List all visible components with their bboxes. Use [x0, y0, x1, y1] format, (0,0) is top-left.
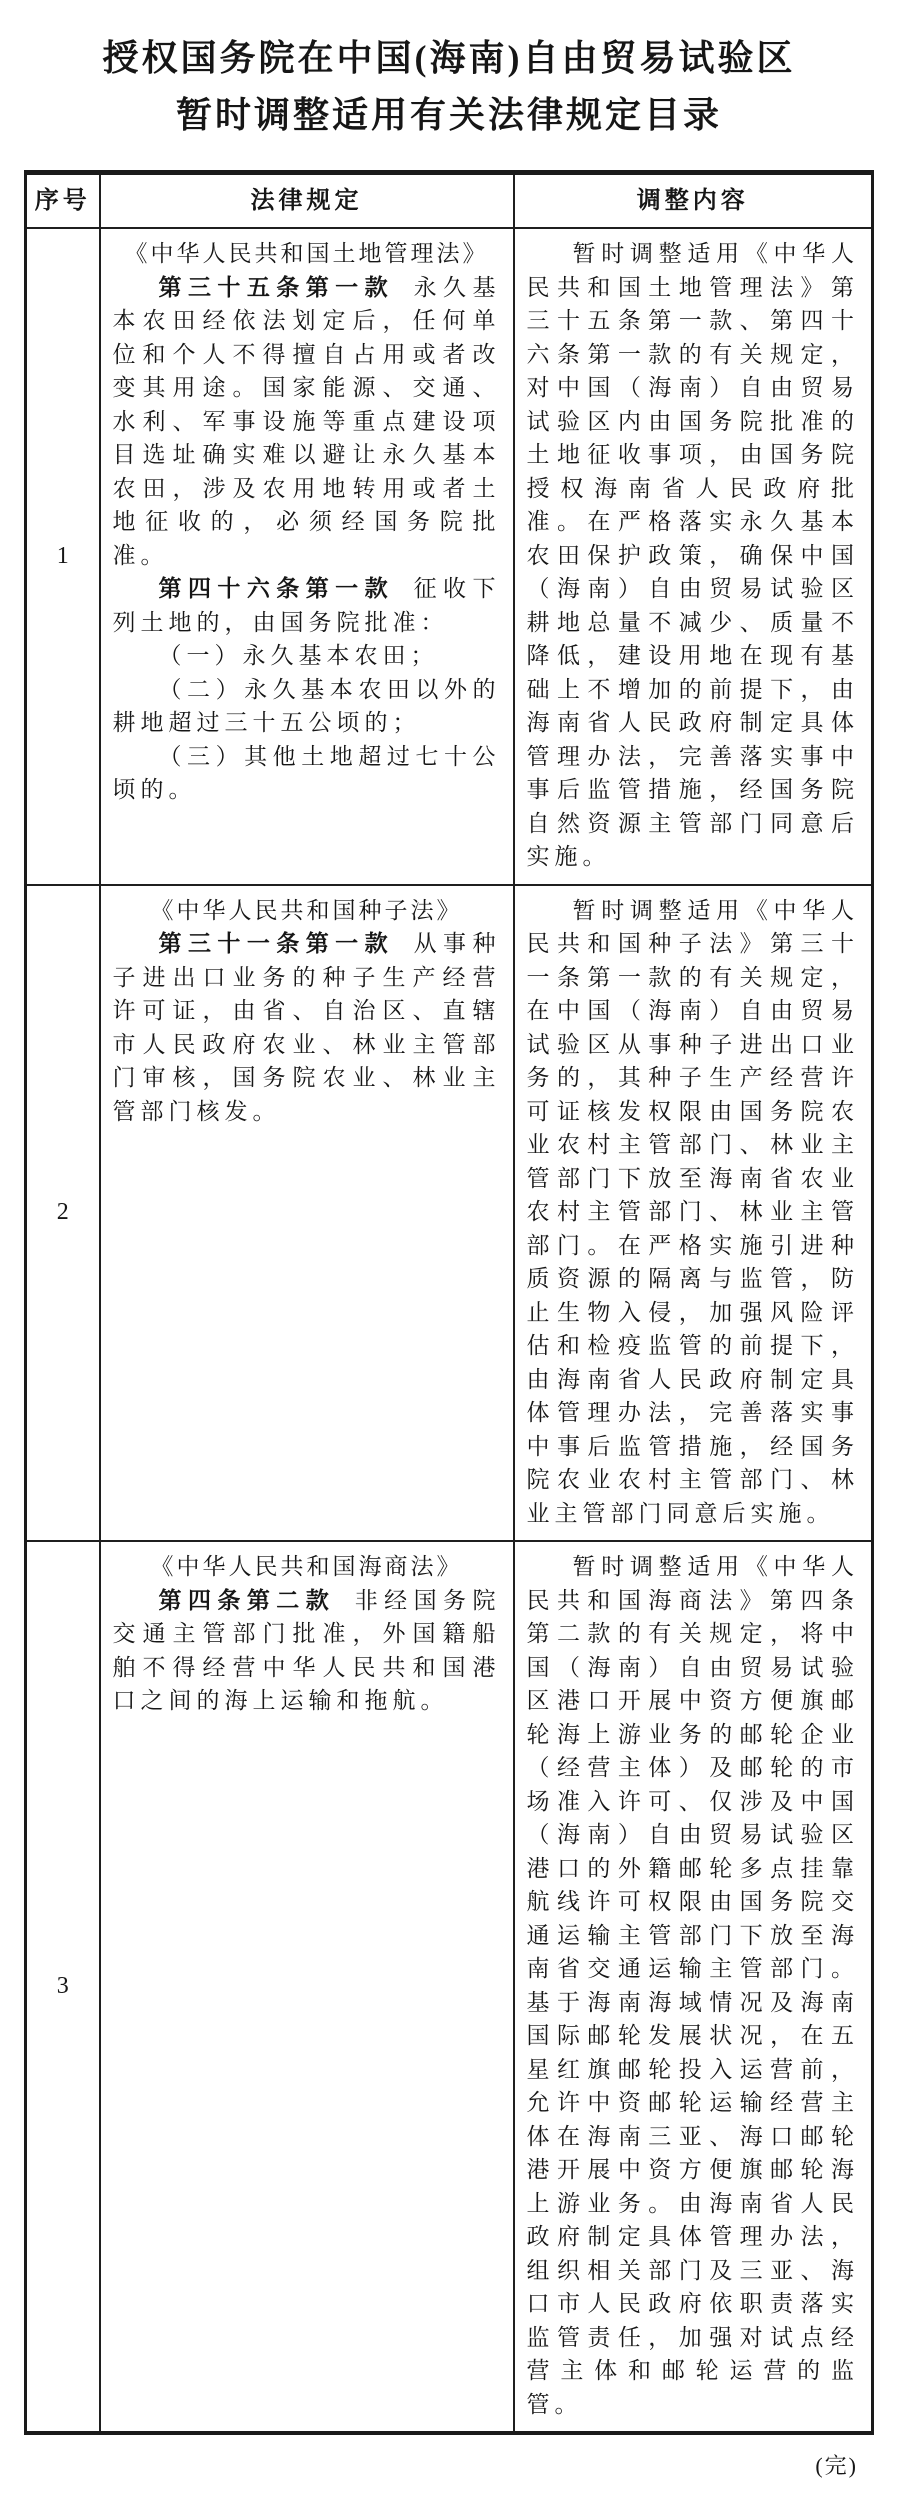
article-number: 第四条第二款	[158, 1587, 336, 1613]
article-number: 第四十六条第一款	[158, 576, 395, 601]
law-title	[113, 237, 501, 271]
row-number-cell: 1	[26, 228, 100, 885]
header-row	[26, 173, 873, 229]
adjustment-paragraph: 暂时调整适用《中华人民共和国土地管理法》第三十五条第一款、第四十六条第一款的有关规定，对中国（海南）自由贸易试验区内由国务院批准的土地征收事项，由国务院授权海南省人民政府批准。在严格落实永久基本农田保护政策，确保中国（海南）自由贸易试验区耕地总量不减少、质量不降低，建设用地在现有基础上不增加的前提下，由海南省人民政府制定具体管理办法，完善落实事中事后监管措施，经国务院自然资源主管部门同意后实施。	[526, 241, 859, 869]
law-paragraph	[113, 1584, 501, 1718]
law-cell	[100, 228, 514, 885]
adjustment-paragraph: 暂时调整适用《中华人民共和国种子法》第三十一条第一款的有关规定，在中国（海南）自由贸易试验区从事种子进出口业务的，其种子生产经营许可证核发权限由国务院农业农村主管部门、林业主管部门下放至海南省农业农村主管部门、林业主管部门。在严格实施引进种质资源的隔离与监管，防止生物入侵，加强风险评估和检疫监管的前提下，由海南省人民政府制定具体管理办法，完善落实事中事后监管措施，经国务院农业农村主管部门、林业主管部门同意后实施。	[526, 897, 859, 1526]
law-title	[113, 1550, 501, 1584]
table-row	[26, 885, 873, 1542]
law-paragraph	[113, 271, 501, 573]
law-paragraph	[113, 673, 501, 740]
header-cell-adjustment: 调整内容	[514, 173, 873, 229]
law-adjustment-table	[24, 170, 874, 2435]
law-text: 从事种子进出口业务的种子生产经营许可证，由省、自治区、直辖市人民政府农业、林业主管部门审核，国务院农业、林业主管部门核发。	[112, 931, 501, 1124]
law-text: （一）永久基本农田；	[158, 643, 439, 668]
law-text: 《中华人民共和国种子法》	[150, 897, 463, 923]
law-text: （三）其他土地超过七十公顷的。	[112, 743, 501, 802]
row-number-cell: 3	[26, 1541, 100, 2433]
adjustment-cell	[514, 1541, 873, 2433]
row-number-cell: 2	[26, 885, 100, 1542]
table-body	[26, 228, 873, 2433]
article-number: 第三十五条第一款	[158, 274, 395, 300]
adjustment-cell	[514, 228, 873, 885]
article-number: 第三十一条第一款	[158, 931, 395, 956]
adjustment-paragraph: 暂时调整适用《中华人民共和国海商法》第四条第二款的有关规定，将中国（海南）自由贸易试验区港口开展中资方便旗邮轮海上游业务的邮轮企业（经营主体）及邮轮的市场准入许可、仅涉及中国（海南）自由贸易试验区港口的外籍邮轮多点挂靠航线许可权限由国务院交通运输主管部门下放至海南省交通运输主管部门。基于海南海域情况及海南国际邮轮发展状况，在五星红旗邮轮投入运营前，允许中资邮轮运输经营主体在海南三亚、海口邮轮港开展中资方便旗邮轮海上游业务。由海南省人民政府制定具体管理办法，组织相关部门及三亚、海口市人民政府依职责落实监管责任，加强对试点经营主体和邮轮运营的监管。	[526, 1554, 859, 2417]
header-cell-law: 法律规定	[100, 173, 514, 229]
law-text: 《中华人民共和国土地管理法》	[124, 241, 489, 266]
law-title	[113, 894, 501, 928]
law-text: 征收下列土地的，由国务院批准：	[112, 576, 501, 635]
law-cell	[100, 1541, 514, 2433]
law-paragraph	[113, 740, 501, 807]
table-row	[26, 228, 873, 885]
law-paragraph	[113, 639, 501, 673]
page-title-line2: 暂时调整适用有关法律规定目录	[175, 95, 722, 135]
law-text: 《中华人民共和国海商法》	[150, 1554, 463, 1579]
law-paragraph	[113, 927, 501, 1128]
page-title-line1: 授权国务院在中国(海南)自由贸易试验区	[102, 38, 796, 78]
law-text: 非经国务院交通主管部门批准，外国籍船舶不得经营中华人民共和国港口之间的海上运输和拖航。	[112, 1587, 501, 1713]
law-text: （二）永久基本农田以外的耕地超过三十五公顷的；	[112, 676, 501, 735]
header-cell-number: 序号	[26, 173, 100, 229]
adjustment-cell	[514, 885, 873, 1542]
page-title	[24, 30, 874, 144]
table-row	[26, 1541, 873, 2433]
end-mark: (完)	[815, 2453, 858, 2478]
law-paragraph	[113, 572, 501, 639]
law-text: 永久基本农田经依法划定后，任何单位和个人不得擅自占用或者改变其用途。国家能源、交通、水利、军事设施等重点建设项目选址确实难以避让永久基本农田，涉及农用地转用或者土地征收的，必须经国务院批准。	[112, 274, 501, 568]
law-cell	[100, 885, 514, 1542]
